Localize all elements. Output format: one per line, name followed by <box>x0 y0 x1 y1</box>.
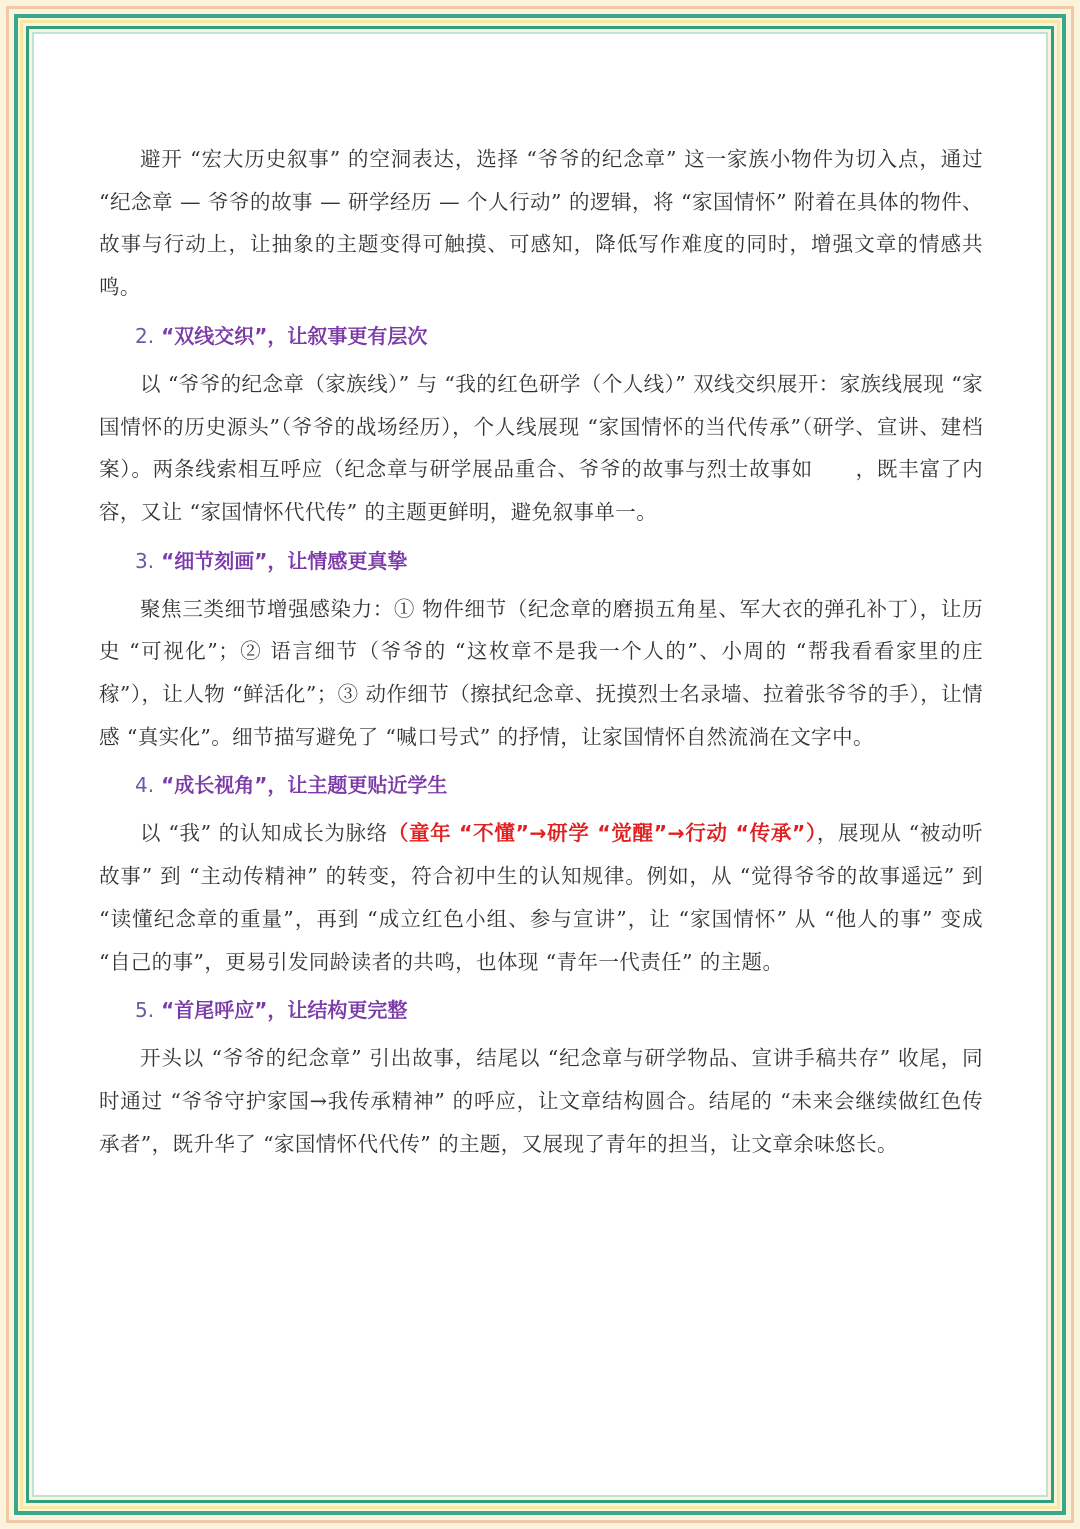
body-text: 以 “我” 的认知成长为脉络 <box>140 821 388 846</box>
section-number: 4. <box>135 773 155 798</box>
section-number: 5. <box>135 998 155 1023</box>
section-body-2: 以 “爷爷的纪念章（家族线）” 与 “我的红色研学（个人线）” 双线交织展开：家族线展现 “家国情怀的历史源头”（爷爷的战场经历），个人线展现 “家国情怀的当代传承”（研学、宣讲、建档案）。两条线索相互呼应（纪念章与研学展品重合、爷爷的故事与烈士故事如 ，既丰富了内容，又让 “家国情怀代代传” 的主题更鲜明，避免叙事单一。 <box>99 371 983 524</box>
section-title: “首尾呼应”，让结构更完整 <box>161 998 408 1023</box>
highlighted-text: （童年 “不懂”→研学 “觉醒”→行动 “传承”） <box>387 821 817 846</box>
section-heading-2 <box>99 320 983 352</box>
section-title: “成长视角”，让主题更贴近学生 <box>161 773 448 798</box>
section-number: 3. <box>135 548 155 573</box>
section-body-4 <box>99 812 983 983</box>
section-number: 2. <box>135 323 155 348</box>
section-heading-4 <box>99 769 983 801</box>
section-body-3: 聚焦三类细节增强感染力：① 物件细节（纪念章的磨损五角星、军大衣的弹孔补丁），让历史 “可视化”；② 语言细节（爷爷的 “这枚章不是我一个人的”、小周的 “帮我看看家里的庄稼”），让人物 “鲜活化”；③ 动作细节（擦拭纪念章、抚摸烈士名录墙、拉着张爷爷的手），让情感 “真实化”。细节描写避免了 “喊口号式” 的抒情，让家国情怀自然流淌在文字中。 <box>99 596 983 749</box>
section-body-5: 开头以 “爷爷的纪念章” 引出故事，结尾以 “纪念章与研学物品、宣讲手稿共存” 收尾，同时通过 “爷爷守护家国→我传承精神” 的呼应，让文章结构圆合。结尾的 “未来会继续做红色传承者”，既升华了 “家国情怀代代传” 的主题，又展现了青年的担当，让文章余味悠长。 <box>99 1046 983 1156</box>
section-title: “细节刻画”，让情感更真挚 <box>161 548 408 573</box>
intro-paragraph: 避开 “宏大历史叙事” 的空洞表达，选择 “爷爷的纪念章” 这一家族小物件为切入点，通过 “纪念章 — 爷爷的故事 — 研学经历 — 个人行动” 的逻辑，将 “家国情怀” 附着在具体的物件、故事与行动上，让抽象的主题变得可触摸、可感知，降低写作难度的同时，增强文章的情感共鸣。 <box>99 147 983 300</box>
section-heading-3 <box>99 545 983 577</box>
body-text: ，展现从 “被动听故事” 到 “主动传精神” 的转变，符合初中生的认知规律。例如，从 “觉得爷爷的故事遥远” 到 “读懂纪念章的重量”，再到 “成立红色小组、参与宣讲”，让 “家国情怀” 从 “他人的事” 变成 “自己的事”，更易引发同龄读者的共鸣，也体现 “青年一代责任” 的主题。 <box>99 821 983 974</box>
section-heading-5 <box>99 994 983 1026</box>
section-title: “双线交织”，让叙事更有层次 <box>161 323 428 348</box>
article-content <box>99 138 983 1165</box>
